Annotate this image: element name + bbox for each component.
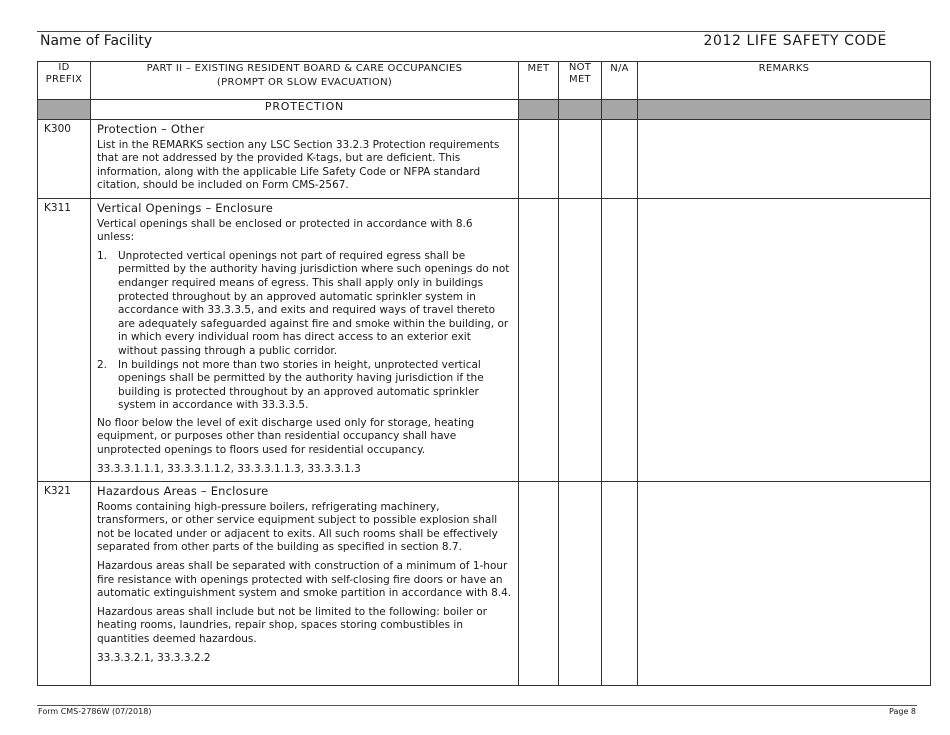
k311-description [91, 198, 519, 481]
k300-met-checkbox[interactable] [519, 120, 559, 199]
table-row-k300 [38, 120, 931, 199]
k300-body: List in the REMARKS section any LSC Section 33.2.3 Protection requirements that are not addressed by the provided K-tags, but are deficient. This information, along with the applicable Life Safety Code or NFPA standard citation, should be included on Form CMS-2567. [97, 138, 500, 192]
section-not-met-cell [559, 100, 602, 120]
k311-not-met-checkbox[interactable] [559, 198, 602, 481]
not-met-header [559, 62, 602, 100]
k311-exceptions-list [97, 250, 512, 413]
id-header-label: ID [58, 62, 70, 73]
form-id: Form CMS-2786W (07/2018) [38, 707, 152, 716]
k321-remarks-field[interactable] [638, 481, 931, 685]
k321-not-met-checkbox[interactable] [559, 481, 602, 685]
k321-tag: K321 [38, 481, 91, 685]
facility-name-label: Name of Facility [40, 33, 153, 49]
page-number: Page 8 [889, 707, 916, 716]
remarks-header: REMARKS [638, 62, 931, 100]
na-header: N/A [602, 62, 638, 100]
prefix-header-label: PREFIX [45, 74, 83, 85]
k300-not-met-checkbox[interactable] [559, 120, 602, 199]
k321-description [91, 481, 519, 685]
section-row-protection [38, 100, 931, 120]
k321-paragraph-1: Rooms containing high-pressure boilers, refrigerating machinery, transformers, or other service equipment subject to possible explosion shall not be located under or adjacent to exits. All such rooms shall be effectively separated from other parts of the building as specified in section 8.7. [97, 500, 498, 554]
k321-paragraph-2: Hazardous areas shall be separated with construction of a minimum of 1-hour fire resistance with openings protected with self-closing fire doors or have an automatic extinguishment system and smoke partition in accordance with 8.4. [97, 559, 512, 600]
k321-citation: 33.3.3.2.1, 33.3.3.2.2 [97, 651, 211, 664]
list-item-text: In buildings not more than two stories in height, unprotected vertical openings shall be permitted by the authority having jurisdiction if the building is protected throughout by an approved automatic sprinkler system in accordance with 33.3.3.5. [118, 358, 484, 412]
k311-intro: Vertical openings shall be enclosed or protected in accordance with 8.6 unless: [97, 217, 473, 244]
part-header-line2: (PROMPT OR SLOW EVACUATION) [216, 77, 393, 88]
table-row-k321 [38, 481, 931, 685]
k311-title: Vertical Openings – Enclosure [97, 200, 273, 215]
not-met-header-label: MET [569, 74, 591, 85]
k311-met-checkbox[interactable] [519, 198, 559, 481]
list-item [97, 250, 512, 359]
k311-citation: 33.3.3.1.1.1, 33.3.3.1.1.2, 33.3.3.1.1.3, 33.3.3.1.3 [97, 462, 361, 475]
table-row-k311 [38, 198, 931, 481]
header-rule [37, 31, 885, 32]
k311-remarks-field[interactable] [638, 198, 931, 481]
part-header [91, 62, 519, 100]
section-remarks-cell [638, 100, 931, 120]
lsc-checklist-table [37, 61, 931, 686]
footer-rule [37, 705, 917, 706]
k300-description [91, 120, 519, 199]
part-header-line1: PART II – EXISTING RESIDENT BOARD & CARE OCCUPANCIES [146, 63, 463, 74]
k300-title: Protection – Other [97, 122, 205, 136]
section-id-cell [38, 100, 91, 120]
k321-paragraph-3: Hazardous areas shall include but not be limited to the following: boiler or heating rooms, laundries, repair shop, spaces storing combustibles in quantities deemed hazardous. [97, 605, 487, 645]
section-title: PROTECTION [91, 100, 519, 120]
section-na-cell [602, 100, 638, 120]
list-item-number: 1. [97, 249, 108, 262]
k300-remarks-field[interactable] [638, 120, 931, 199]
k321-na-checkbox[interactable] [602, 481, 638, 685]
code-title: 2012 LIFE SAFETY CODE [703, 33, 887, 49]
k321-met-checkbox[interactable] [519, 481, 559, 685]
list-item-text: Unprotected vertical openings not part of required egress shall be permitted by the authority having jurisdiction where such openings do not endanger required means of egress. This shall apply only in buildings protected throughout by an approved automatic sprinkler system in accordance with 33.3.3.5, and exits and required ways of travel thereto are adequately safeguarded against fire and smoke within the building, or in which every individual room has direct access to an exterior exit without passing through a public corridor. [118, 249, 510, 357]
not-header-label: NOT [568, 62, 592, 73]
k300-tag: K300 [38, 120, 91, 199]
k311-tag: K311 [38, 198, 91, 481]
k321-title: Hazardous Areas – Enclosure [97, 483, 269, 498]
met-header: MET [519, 62, 559, 100]
section-met-cell [519, 100, 559, 120]
table-header-row [38, 62, 931, 100]
k311-na-checkbox[interactable] [602, 198, 638, 481]
k300-na-checkbox[interactable] [602, 120, 638, 199]
list-item-number: 2. [97, 358, 108, 371]
list-item [97, 359, 512, 413]
k311-note: No floor below the level of exit discharge used only for storage, heating equipment, or purposes other than residential occupancy shall have unprotected openings to floors used for residential occupancy. [97, 416, 475, 457]
id-prefix-header [38, 62, 91, 100]
